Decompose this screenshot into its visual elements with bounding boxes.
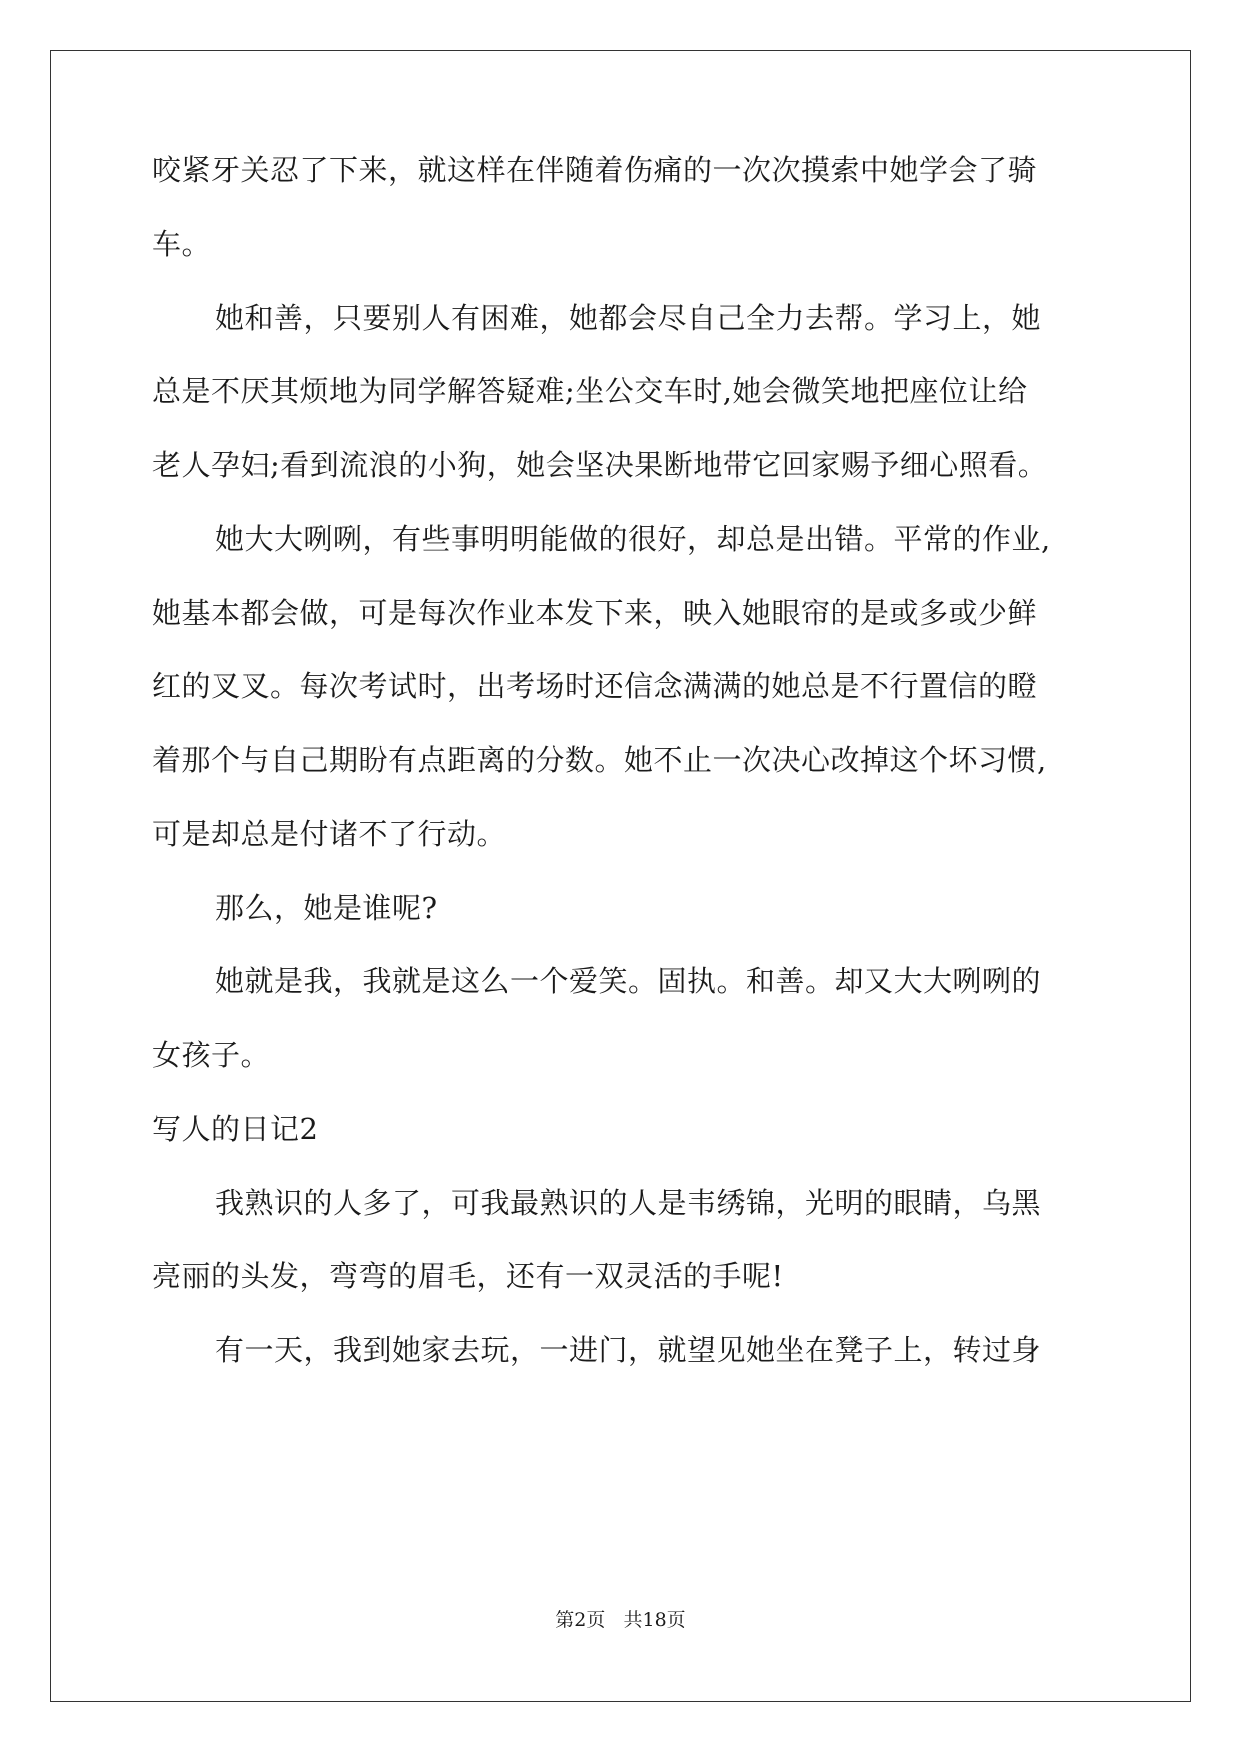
text-line: 咬紧牙关忍了下来，就这样在伴随着伤痛的一次次摸索中她学会了骑 [152, 153, 1038, 187]
page-number-footer: 第2页 共18页 [555, 1609, 686, 1631]
page-frame [50, 50, 1191, 1702]
section-heading: 写人的日记2 [152, 1112, 319, 1146]
text-line: 着那个与自己期盼有点距离的分数。她不止一次决心改掉这个坏习惯, [152, 743, 1047, 777]
text-line: 她大大咧咧，有些事明明能做的很好，却总是出错。平常的作业, [215, 522, 1051, 556]
text-line: 她就是我，我就是这么一个爱笑。固执。和善。却又大大咧咧的 [215, 964, 1042, 998]
text-line: 红的叉叉。每次考试时，出考场时还信念满满的她总是不行置信的瞪 [152, 669, 1038, 703]
text-line: 女孩子。 [152, 1038, 271, 1072]
text-line: 车。 [152, 227, 212, 261]
text-line: 亮丽的头发，弯弯的眉毛，还有一双灵活的手呢! [152, 1259, 784, 1293]
text-line: 她基本都会做，可是每次作业本发下来，映入她眼帘的是或多或少鲜 [152, 596, 1038, 630]
text-line: 我熟识的人多了，可我最熟识的人是韦绣锦，光明的眼睛，乌黑 [215, 1186, 1042, 1220]
text-line: 有一天，我到她家去玩，一进门，就望见她坐在凳子上，转过身 [215, 1333, 1042, 1367]
text-line: 那么，她是谁呢? [215, 891, 438, 925]
text-line: 总是不厌其烦地为同学解答疑难;坐公交车时,她会微笑地把座位让给 [152, 374, 1028, 408]
text-line: 她和善，只要别人有困难，她都会尽自己全力去帮。学习上，她 [215, 301, 1042, 335]
text-line: 老人孕妇;看到流浪的小狗，她会坚决果断地带它回家赐予细心照看。 [152, 448, 1048, 482]
text-line: 可是却总是付诸不了行动。 [152, 817, 507, 851]
